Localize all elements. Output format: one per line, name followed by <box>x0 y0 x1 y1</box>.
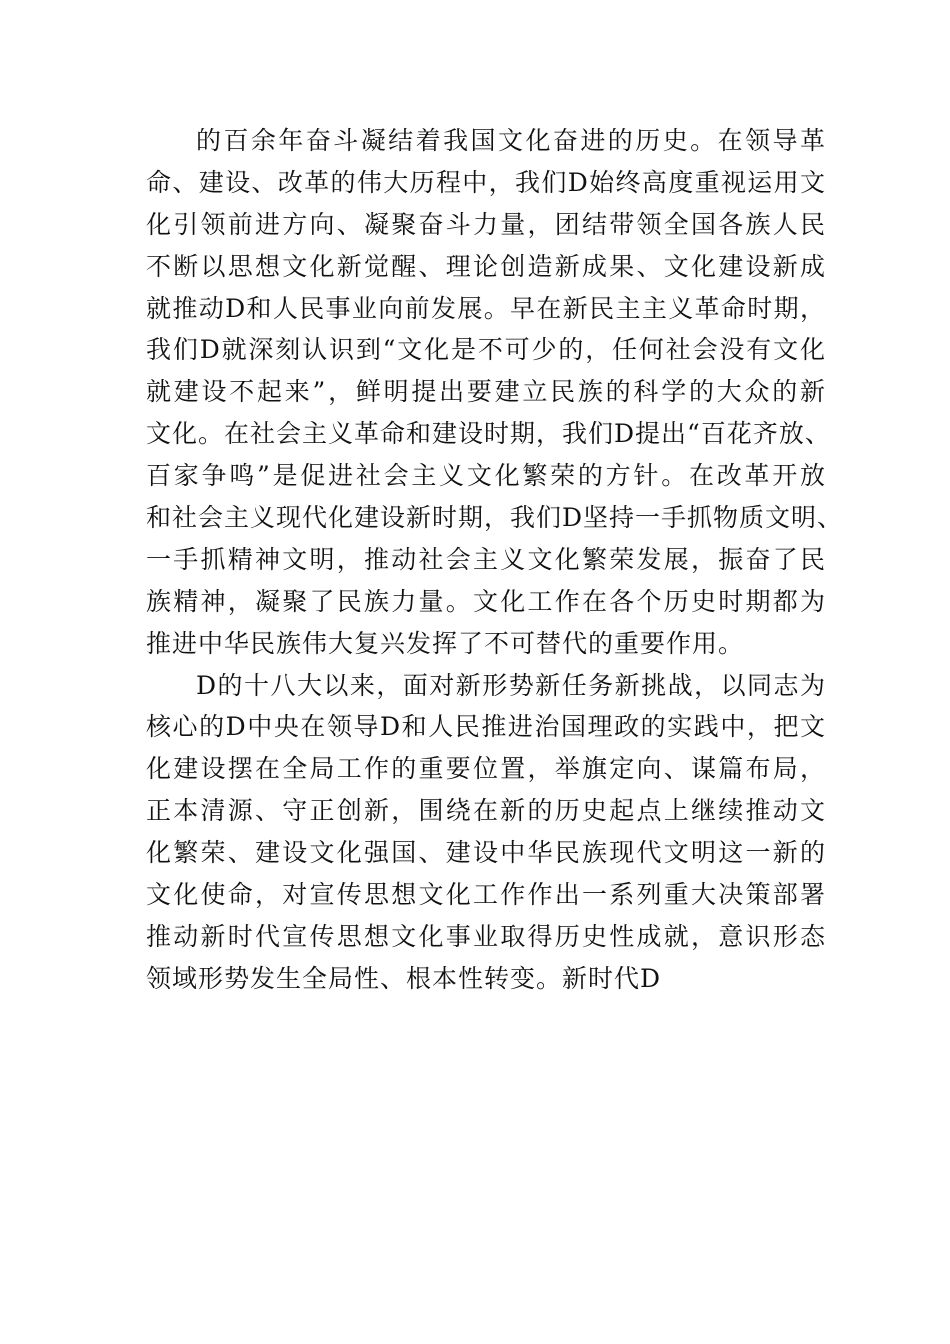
paragraph-line: 化建设摆在全局工作的重要位置，举旗定向、谋篇布局， <box>146 754 826 784</box>
paragraph-line: 一手抓精神文明，推动社会主义文化繁荣发展，振奋了民 <box>146 544 826 574</box>
paragraph-line: 和社会主义现代化建设新时期，我们D坚持一手抓物质文明、 <box>146 503 844 533</box>
paragraph-line: 化引领前进方向、凝聚奋斗力量，团结带领全国各族人民 <box>146 209 826 239</box>
paragraph-line: 族精神，凝聚了民族力量。文化工作在各个历史时期都为 <box>146 586 826 616</box>
body-text <box>146 120 844 1000</box>
paragraph-line: 就建设不起来”，鲜明提出要建立民族的科学的大众的新 <box>146 377 826 407</box>
paragraph-line: 领域形势发生全局性、根本性转变。新时代D <box>146 963 662 993</box>
paragraph-line: 文化使命，对宣传思想文化工作作出一系列重大决策部署 <box>146 880 826 910</box>
paragraph-line: D的十八大以来，面对新形势新任务新挑战，以同志为 <box>196 670 826 700</box>
paragraph-line: 百家争鸣”是促进社会主义文化繁荣的方针。在改革开放 <box>146 461 826 491</box>
paragraph-line: 核心的D中央在领导D和人民推进治国理政的实践中，把文 <box>146 712 826 742</box>
paragraph-line: 就推动D和人民事业向前发展。早在新民主主义革命时期， <box>146 293 826 323</box>
paragraph-line: 正本清源、守正创新，围绕在新的历史起点上继续推动文 <box>146 796 826 826</box>
paragraph-2 <box>146 665 826 1000</box>
paragraph-line: 我们D就深刻认识到“文化是不可少的，任何社会没有文化 <box>146 335 826 365</box>
paragraph-line: 化繁荣、建设文化强国、建设中华民族现代文明这一新的 <box>146 838 826 868</box>
paragraph-line: 不断以思想文化新觉醒、理论创造新成果、文化建设新成 <box>146 251 826 281</box>
paragraph-line: 命、建设、改革的伟大历程中，我们D始终高度重视运用文 <box>146 167 826 197</box>
paragraph-1 <box>146 120 844 665</box>
paragraph-line: 推进中华民族伟大复兴发挥了不可替代的重要作用。 <box>146 628 745 658</box>
paragraph-line: 文化。在社会主义革命和建设时期，我们D提出“百花齐放、 <box>146 419 831 449</box>
paragraph-line: 的百余年奋斗凝结着我国文化奋进的历史。在领导革 <box>196 126 826 155</box>
paragraph-line: 推动新时代宣传思想文化事业取得历史性成就，意识形态 <box>146 921 826 951</box>
